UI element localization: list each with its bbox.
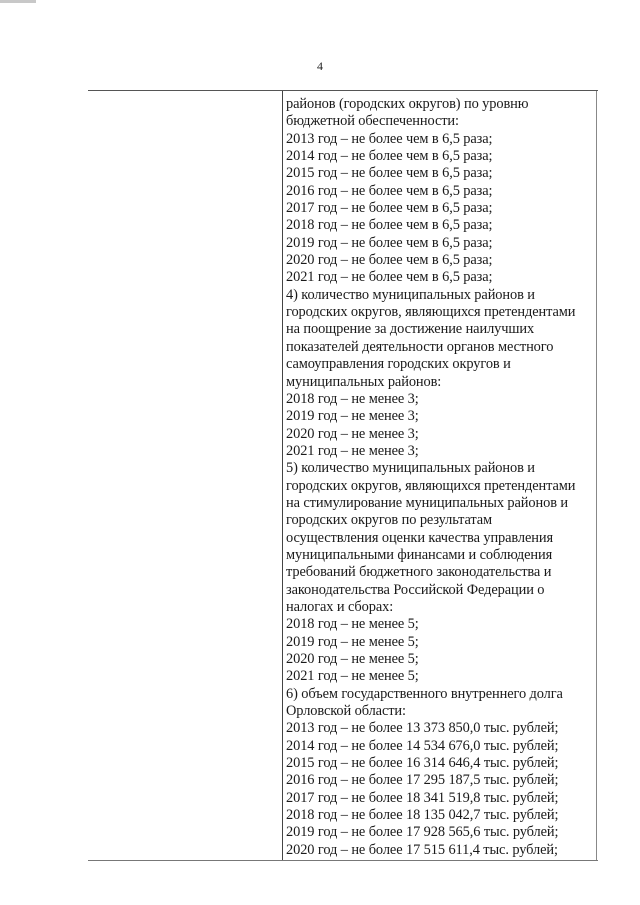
table-bottom-border — [88, 860, 598, 861]
text-line: 2019 год – не более чем в 6,5 раза; — [286, 234, 493, 251]
text-line: 2018 год – не менее 5; — [286, 616, 419, 633]
text-line: муниципальных районов: — [286, 373, 442, 390]
text-line: 2015 год – не более чем в 6,5 раза; — [286, 165, 493, 182]
text-line: 2017 год – не более 18 341 519,8 тыс. рублей; — [286, 789, 559, 806]
text-line: налогах и сборах: — [286, 598, 394, 615]
text-line: городских округов, являющихся претендентами — [286, 477, 576, 494]
text-line: 2020 год – не менее 5; — [286, 651, 419, 667]
text-line: 5) количество муниципальных районов и — [286, 460, 535, 477]
text-line: 2016 год – не более чем в 6,5 раза; — [286, 182, 493, 199]
text-line: 2014 год – не более чем в 6,5 раза; — [286, 148, 493, 165]
text-line: муниципальными финансами и соблюдения — [286, 546, 553, 563]
page-number: 4 — [317, 59, 323, 73]
text-line: 2019 год – не более 17 928 565,6 тыс. рублей; — [286, 824, 559, 841]
table-right-border — [596, 91, 597, 860]
text-line: 2015 год – не более 16 314 646,4 тыс. рублей; — [286, 755, 559, 772]
text-line: городских округов, являющихся претендентами — [286, 304, 576, 321]
table-cell-indicators — [286, 96, 594, 859]
text-line: 4) количество муниципальных районов и — [286, 286, 535, 303]
text-line: 2020 год – не более чем в 6,5 раза; — [286, 252, 493, 269]
table-column-divider — [282, 91, 283, 860]
text-line: 2020 год – не менее 3; — [286, 425, 419, 442]
text-line: 2017 год – не более чем в 6,5 раза; — [286, 200, 493, 217]
text-line: 2013 год – не более чем в 6,5 раза; — [286, 130, 493, 147]
text-line: 6) объем государственного внутреннего долга — [286, 685, 563, 702]
text-line: городских округов по результатам — [286, 512, 493, 529]
text-line: 2018 год – не более 18 135 042,7 тыс. рублей; — [286, 807, 559, 824]
text-line: бюджетной обеспеченности: — [286, 113, 459, 130]
text-line: 2019 год – не менее 5; — [286, 633, 419, 650]
text-line: законодательства Российской Федерации о — [286, 581, 545, 598]
text-line: 2014 год – не более 14 534 676,0 тыс. рублей; — [286, 737, 559, 754]
text-line: на стимулирование муниципальных районов и — [286, 494, 568, 511]
text-line: 2020 год – не более 17 515 611,4 тыс. рублей; — [286, 841, 558, 858]
text-line: 2016 год – не более 17 295 187,5 тыс. рублей; — [286, 772, 559, 789]
text-line: Орловской области: — [286, 703, 406, 720]
text-line: на поощрение за достижение наилучших — [286, 321, 535, 338]
text-line: 2021 год – не менее 3; — [286, 442, 419, 459]
text-line: 2013 год – не более 13 373 850,0 тыс. рублей; — [286, 720, 559, 737]
table-top-border — [88, 90, 598, 91]
text-line: 2021 год – не более чем в 6,5 раза; — [286, 269, 493, 286]
text-line: районов (городских округов) по уровню — [286, 96, 529, 112]
text-line: самоуправления городских округов и — [286, 356, 511, 373]
text-line: осуществления оценки качества управления — [286, 529, 554, 546]
text-line: показателей деятельности органов местного — [286, 338, 554, 355]
text-line: 2018 год – не более чем в 6,5 раза; — [286, 217, 493, 234]
text-line: 2019 год – не менее 3; — [286, 408, 419, 425]
text-line: 2018 год – не менее 3; — [286, 390, 419, 407]
text-line: требований бюджетного законодательства и — [286, 564, 552, 581]
text-line: 2021 год – не менее 5; — [286, 668, 419, 685]
